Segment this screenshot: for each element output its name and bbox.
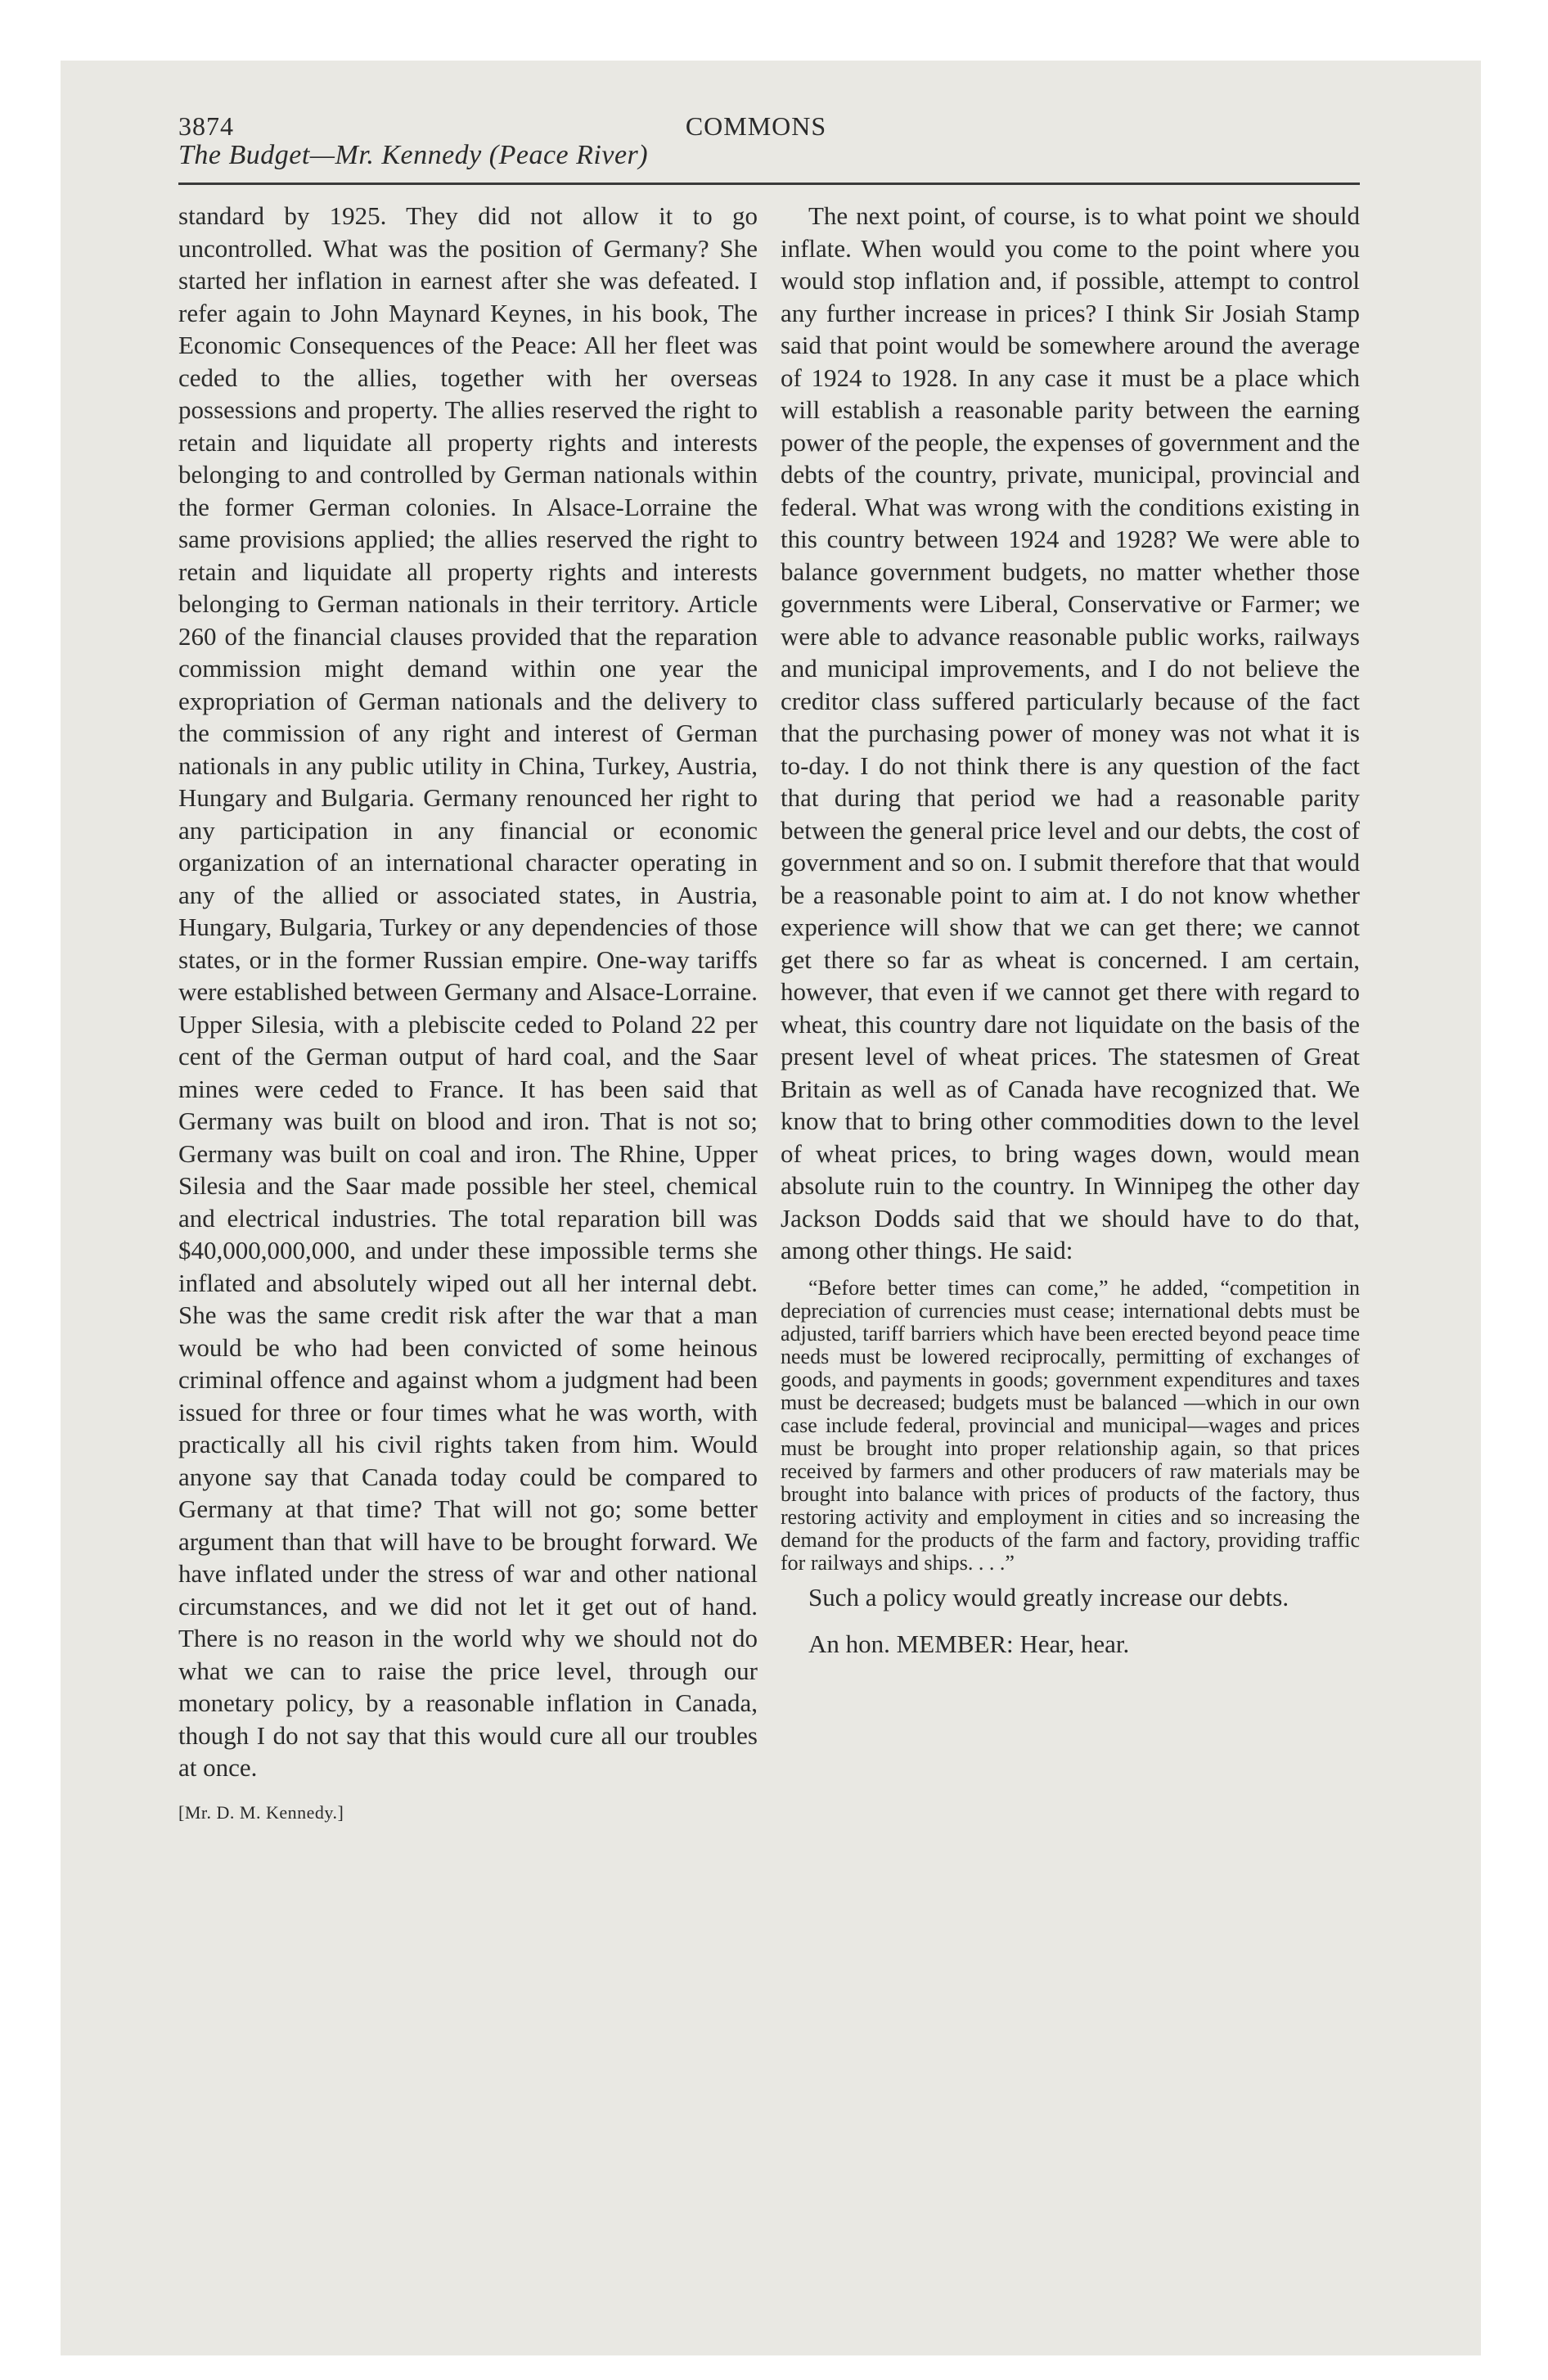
- speaker-footnote: [Mr. D. M. Kennedy.]: [178, 1801, 344, 1823]
- section-title: COMMONS: [685, 111, 827, 141]
- page-content: [178, 111, 1360, 1823]
- left-paragraph: standard by 1925. They did not allow it to go uncontrolled. What was the position of Germany? She started her inflation in earnest after she was defeated. I refer again to John Maynard Keynes, in his book, The Economic Consequences of the Peace: All her fleet was ceded to the allies, together with her overseas possessions and property. The allies reserved the right to retain and liquidate all property rights and interests belonging to and controlled by German nationals within the former German colonies. In Alsace-Lorraine the same provisions applied; the allies reserved the right to retain and liquidate all property rights and interests belonging to German nationals in their territory. Article 260 of the financial clauses provided that the reparation commission might demand within one year the expropriation of German nationals and the delivery to the commission of any right and interest of German nationals in any public utility in China, Turkey, Austria, Hungary and Bulgaria. Germany renounced her right to any participation in any financial or economic organization of an international character operating in any of the allied or associated states, in Austria, Hungary, Bulgaria, Turkey or any dependencies of those states, or in the former Russian empire. One-way tariffs were established between Germany and Alsace-Lorraine. Upper Silesia, with a plebiscite ceded to Poland 22 per cent of the German output of hard coal, and the Saar mines were ceded to France. It has been said that Germany was built on blood and iron. That is not so; Germany was built on coal and iron. The Rhine, Upper Silesia and the Saar made possible her steel, chemical and electrical industries. The total reparation bill was $40,000,000,000, and under these impossible terms she inflated and absolutely wiped out all her internal debt. She was the same credit risk after the war that a man would be who had been convicted of some heinous criminal offence and against whom a judgment had been issued for three or four times what he was worth, with practically all his civil rights taken from him. Would anyone say that Canada today could be compared to Germany at that time? That will not go; some better argument than that will have to be brought forward. We have inflated under the stress of war and other national circumstances, and we did not let it get out of hand. There is no reason in the world why we should not do what we can to raise the price level, through our monetary policy, by a reasonable inflation in Canada, though I do not say that this would cure all our troubles at once.: [178, 201, 758, 1782]
- right-paragraph-1: The next point, of course, is to what point we should inflate. When would you come to the point where you would stop inflation and, if possible, attempt to control any further increase in prices? I think Sir Josiah Stamp said that point would be somewhere around the average of 1924 to 1928. In any case it must be a place which will establish a reasonable parity between the earning power of the people, the expenses of government and the debts of the country, private, municipal, provincial and federal. What was wrong with the conditions existing in this country between 1924 and 1928? We were able to balance government budgets, no matter whether those governments were Liberal, Conservative or Farmer; we were able to advance reasonable public works, railways and municipal improvements, and I do not believe the creditor class suffered particularly because of the fact that the purchasing power of money was not what it is to-day. I do not think there is any question of the fact that during that period we had a reasonable parity between the general price level and our debts, the cost of government and so on. I submit therefore that that would be a reasonable point to aim at. I do not know whether experience will show that we can get there; we cannot get there so far as wheat is concerned. I am certain, however, that even if we cannot get there with regard to wheat, this country dare not liquidate on the basis of the present level of wheat prices. The statesmen of Great Britain as well as of Canada have recognized that. We know that to bring other commodities down to the level of wheat prices, to bring wages down, would mean absolute ruin to the country. In Winnipeg the other day Jackson Dodds said that we should have to do that, among other things. He said:: [781, 201, 1360, 1264]
- page-number: 3874: [178, 111, 234, 141]
- page-subtitle: The Budget—Mr. Kennedy (Peace River): [178, 140, 649, 170]
- right-paragraph-3: An hon. MEMBER: Hear, hear.: [808, 1629, 1130, 1658]
- scanned-page: [61, 61, 1481, 2355]
- running-header: [178, 111, 1360, 142]
- text-columns: [178, 200, 1360, 1823]
- block-quote: “Before better times can come,” he added, “competition in depreciation of currencies must cease; international debts must be adjusted, tariff barriers which have been erected beyond peace time needs must be lowered reciprocally, permitting of exchanges of goods, and payments in goods; government expenditures and taxes must be decreased; budgets must be balanced —which in our own case include federal, provincial and municipal—wages and prices must be brought into proper relationship again, so that prices received by farmers and other producers of raw materials may be brought into balance with prices of products of the factory, thus restoring activity and employment in cities and so increasing the demand for the products of the farm and factory, providing traffic for railways and ships. . . .”: [781, 1275, 1360, 1575]
- right-paragraph-2: Such a policy would greatly increase our debts.: [808, 1582, 1289, 1611]
- left-column: [178, 200, 758, 1823]
- right-column: [781, 200, 1360, 1823]
- header-rule: [178, 183, 1360, 185]
